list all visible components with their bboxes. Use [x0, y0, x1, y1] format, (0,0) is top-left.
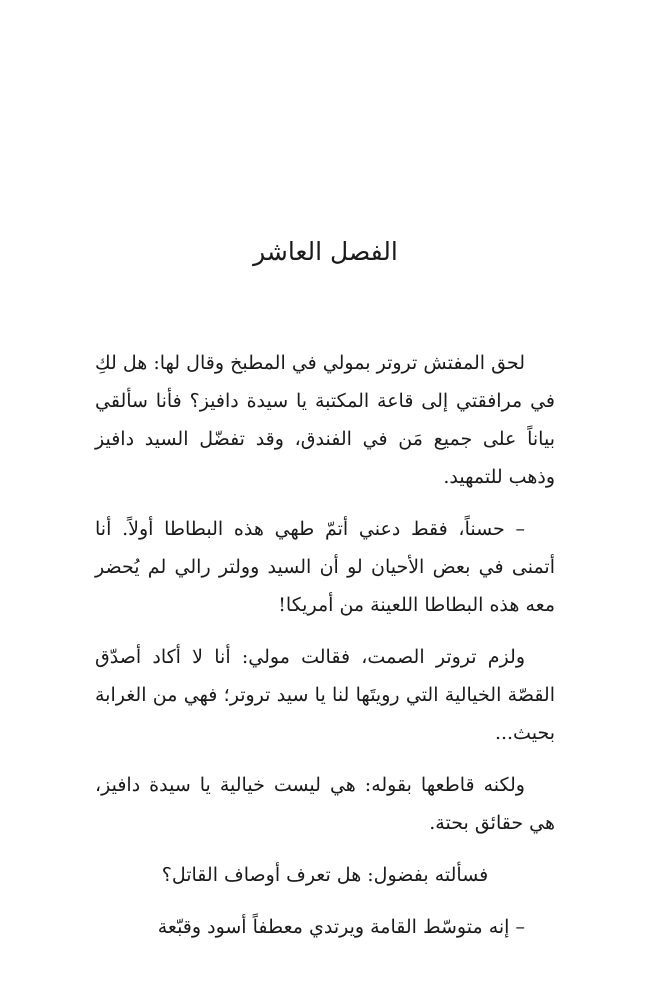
paragraph: فسألته بفضول: هل تعرف أوصاف القاتل؟	[161, 864, 489, 886]
paragraph: ولكنه قاطعها بقوله: هي ليست خيالية يا سيدة دافيز، هي حقائق بحتة.	[95, 774, 555, 834]
paragraph: – حسناً، فقط دعني أتمّ طهي هذه البطاطا أولاً. أنا أتمنى في بعض الأحيان لو أن السيد وولتر رالي لم يُحضر معه هذه البطاطا اللعينة من أمريكا!	[95, 518, 555, 616]
chapter-title: الفصل العاشر	[253, 237, 398, 266]
paragraph: لحق المفتش تروتر بمولي في المطبخ وقال لها: هل لكِ في مرافقتي إلى قاعة المكتبة يا سيدة دافيز؟ فأنا سألقي بياناً على جميع مَن في الفندق، وقد تفضّل السيد دافيز وذهب للتمهيد.	[95, 352, 555, 488]
chapter-body	[95, 344, 555, 960]
paragraph: ولزم تروتر الصمت، فقالت مولي: أنا لا أكاد أصدّق القصّة الخيالية التي رويتَها لنا يا سيد تروتر؛ فهي من الغرابة بحيث...	[95, 646, 555, 744]
paragraph: – إنه متوسّط القامة ويرتدي معطفاً أسود وقبّعة	[157, 916, 525, 938]
